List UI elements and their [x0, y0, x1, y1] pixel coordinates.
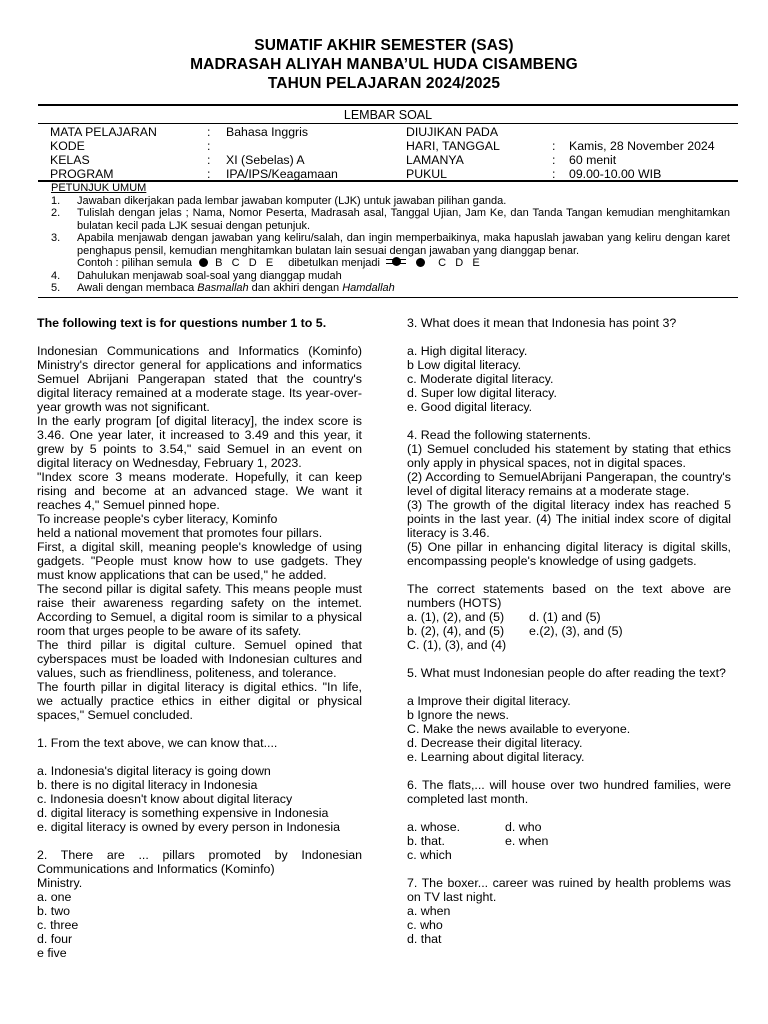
basmallah-text: Basmallah	[197, 282, 249, 294]
passage-paragraph: Indonesian Communications and Informatics (Kominfo) Ministry's director general for applications and informatics Semuel Abrijani Pangerapan stated that the country's digital literacy remained at a moderate stage. Its year-over-year growth was not significant.	[37, 344, 362, 414]
passage-paragraph: First, a digital skill, meaning people's knowledge of using gadgets. "People must know how to use gadgets. They must know applications that can be used," he added.	[37, 540, 362, 582]
instruction-text	[77, 282, 738, 295]
passage-paragraph: The fourth pillar in digital literacy is digital ethics. "In life, we actually practice ethics in either digital or physical spaces," Semuel concluded.	[37, 680, 362, 722]
instruction-number: 2.	[51, 207, 61, 219]
instruction-text: Apabila menjawab dengan jawaban yang keliru/salah, dan ingin memperbaikinya, maka hapuslah jawaban yang keliru dengan karet penghapus pensil, kemudian menghitamkan bulatan lain sesuai dengan jawaban yang dianggap benar.	[77, 232, 730, 257]
answer-option: c. who	[407, 918, 443, 932]
info-colon-right: :	[552, 153, 556, 167]
instruction-item	[38, 282, 738, 295]
info-colon: :	[207, 167, 211, 181]
left-column	[37, 316, 362, 960]
answer-option: c. Moderate digital literacy.	[407, 372, 554, 386]
info-label: KODE	[50, 139, 85, 153]
question-2-tail: Ministry.	[37, 876, 83, 890]
info-value-right: 60 menit	[569, 153, 617, 167]
answer-option: C. Make the news available to everyone.	[407, 722, 631, 736]
filled-bubble-icon	[199, 258, 208, 267]
passage-paragraph: The third pillar is digital culture. Semuel opined that cyberspaces must be loaded with Indonesian cultures and values, such as friendliness, politeness, and tolerance.	[37, 638, 362, 680]
filled-bubble-icon	[416, 258, 425, 267]
header-title: SUMATIF AKHIR SEMESTER (SAS)	[254, 37, 514, 54]
header-school: MADRASAH ALIYAH MANBA’UL HUDA CISAMBENG	[190, 56, 578, 73]
answer-option: e. Good digital literacy.	[407, 400, 533, 414]
header-year: TAHUN PELAJARAN 2024/2025	[267, 75, 501, 92]
answer-option: e five	[37, 946, 67, 960]
answer-option: a Improve their digital literacy.	[407, 694, 571, 708]
answer-option: d. four	[37, 932, 73, 946]
info-value: IPA/IPS/Keagamaan	[226, 167, 338, 181]
answer-option: a. one	[37, 890, 72, 904]
instruction-item	[38, 232, 738, 257]
answer-option: c. Indonesia doesn't know about digital literacy	[37, 792, 293, 806]
info-label-right: PUKUL	[406, 167, 448, 181]
answer-option: a. Indonesia's digital literacy is going down	[37, 764, 271, 778]
exam-info-table	[38, 124, 738, 180]
answer-option: d. who	[505, 820, 542, 834]
answer-option-row	[407, 834, 731, 848]
info-label-right: HARI, TANGGAL	[406, 139, 500, 153]
statement: (5) One pillar in enhancing digital literacy is digital skills, encompassing people's knowledge of using gadgets.	[407, 540, 731, 568]
statement: (2) According to SemuelAbrijani Pangerapan, the country's level of digital literacy remains at a moderate stage.	[407, 470, 731, 498]
instruction-text-part: Awali dengan membaca	[77, 282, 198, 294]
answer-option-row	[407, 820, 731, 834]
question-6: 6. The flats,... will house over two hundred families, were completed last month.	[407, 778, 731, 806]
lembar-soal-title: LEMBAR SOAL	[343, 108, 433, 122]
answer-option-row	[407, 624, 731, 638]
answer-option: b. (2), (4), and (5)	[407, 624, 505, 638]
answer-option: C. (1), (3), and (4)	[407, 638, 507, 652]
instructions-title: PETUNJUK UMUM	[51, 182, 147, 194]
answer-option: e. when	[505, 834, 549, 848]
instruction-item	[38, 270, 738, 283]
answer-option: a. High digital literacy.	[407, 344, 528, 358]
question-5: 5. What must Indonesian people do after reading the text?	[407, 666, 726, 680]
answer-option: b Ignore the news.	[407, 708, 509, 722]
info-value-right: Kamis, 28 November 2024	[569, 139, 715, 153]
info-row	[38, 167, 738, 181]
crossed-out-bubble-icon	[386, 257, 406, 267]
instruction-item	[38, 195, 738, 208]
passage-paragraph: The second pillar is digital safety. This means people must raise their awareness regarding safety on the intemet. According to Semuel, a digital room is similar to a physical room that urges people to be aware of its safety.	[37, 582, 362, 638]
passage-paragraph: In the early program [of digital literacy], the index score is 3.46. One year later, it increased to 3.49 and this year, it grew by 5 points to 3.54," said Semuel in an event on digital literacy on Wednesday, February 1, 2023.	[37, 414, 362, 470]
info-row	[38, 125, 738, 139]
question-1: 1. From the text above, we can know that....	[37, 736, 278, 750]
right-column	[407, 316, 731, 946]
statement: (1) Semuel concluded his statement by stating that ethics only apply in physical spaces, not in digital spaces.	[407, 442, 731, 470]
answer-example	[38, 257, 738, 270]
instruction-text: Jawaban dikerjakan pada lembar jawaban komputer (LJK) untuk jawaban pilihan ganda.	[77, 194, 507, 207]
passage-intro: The following text is for questions number 1 to 5.	[37, 316, 327, 330]
answer-option: d. that	[407, 932, 442, 946]
info-colon-right: :	[552, 167, 556, 181]
info-colon: :	[207, 125, 211, 139]
exam-header	[0, 36, 768, 93]
general-instructions	[38, 182, 738, 298]
info-colon-right: :	[552, 139, 556, 153]
instruction-number: 4.	[51, 269, 61, 282]
info-label: MATA PELAJARAN	[50, 125, 157, 139]
answer-option: b. that.	[407, 834, 445, 848]
question-4-prompt: The correct statements based on the text above are numbers (HOTS)	[407, 582, 731, 610]
instruction-text: Dahulukan menjawab soal-soal yang dianggap mudah	[77, 269, 342, 282]
info-value-right: 09.00-10.00 WIB	[569, 167, 662, 181]
passage-paragraph: To increase people's cyber literacy, Kominfo	[37, 512, 278, 526]
info-colon: :	[207, 153, 211, 167]
question-7: 7. The boxer... career was ruined by health problems was on TV last night.	[407, 876, 731, 904]
info-colon: :	[207, 139, 211, 153]
answer-option: e. digital literacy is owned by every person in Indonesia	[37, 820, 341, 834]
answer-option: c. which	[407, 848, 452, 862]
instruction-number: 3.	[51, 232, 61, 244]
passage-paragraph: "Index score 3 means moderate. Hopefully, it can keep rising and become at an advanced stage. We want it reaches 4," Semuel pinned hope.	[37, 470, 362, 512]
info-value: Bahasa Inggris	[226, 125, 309, 139]
answer-option: b Low digital literacy.	[407, 358, 522, 372]
instruction-number: 1.	[51, 194, 61, 207]
exam-info-block	[38, 104, 738, 182]
question-4: 4. Read the following staternents.	[407, 428, 591, 442]
passage-paragraph: held a national movement that promotes four pillars.	[37, 526, 323, 540]
answer-option: b. there is no digital literacy in Indonesia	[37, 778, 258, 792]
answer-option: d. digital literacy is something expensive in Indonesia	[37, 806, 329, 820]
answer-option: a. whose.	[407, 820, 461, 834]
answer-option-row	[407, 610, 731, 624]
info-row	[38, 139, 738, 153]
example-letters: B C D E	[215, 257, 274, 269]
answer-option: a. (1), (2), and (5)	[407, 610, 505, 624]
instruction-item	[38, 207, 738, 232]
info-row	[38, 153, 738, 167]
info-label: KELAS	[50, 153, 90, 167]
instruction-text: Tulislah dengan jelas ; Nama, Nomor Peserta, Madrasah asal, Tanggal Ujian, Jam Ke, dan Tanda Tangan kemudian menghitamkan bulatan kecil pada LJK sesuai dengan petunjuk.	[77, 207, 730, 232]
example-middle: dibetulkan menjadi	[288, 257, 380, 269]
example-letters-corrected: C D E	[438, 257, 480, 269]
hamdallah-text: Hamdallah	[342, 282, 395, 294]
info-value: XI (Sebelas) A	[226, 153, 305, 167]
answer-option: e.(2), (3), and (5)	[529, 624, 623, 638]
instruction-text-part: dan akhiri dengan	[248, 282, 343, 294]
statement: (3) The growth of the digital literacy index has reached 5 points in the last year. (4) The initial index score of digital literacy is 3.46.	[407, 498, 731, 540]
instruction-number: 5.	[51, 282, 61, 294]
question-2: 2. There are ... pillars promoted by Indonesian Communications and Informatics (Kominfo)	[37, 848, 362, 876]
instructions-bottom-divider	[38, 297, 738, 298]
answer-option: c. three	[37, 918, 79, 932]
info-label: PROGRAM	[50, 167, 114, 181]
answer-option: d. Super low digital literacy.	[407, 386, 557, 400]
answer-option: b. two	[37, 904, 71, 918]
answer-option: d. (1) and (5)	[529, 610, 601, 624]
example-prefix: Contoh : pilihan semula	[77, 257, 192, 269]
answer-option: a. when	[407, 904, 451, 918]
info-label-right: DIUJIKAN PADA	[406, 125, 499, 139]
answer-option: d. Decrease their digital literacy.	[407, 736, 583, 750]
info-label-right: LAMANYA	[406, 153, 464, 167]
answer-option: e. Learning about digital literacy.	[407, 750, 585, 764]
question-3: 3. What does it mean that Indonesia has point 3?	[407, 316, 677, 330]
